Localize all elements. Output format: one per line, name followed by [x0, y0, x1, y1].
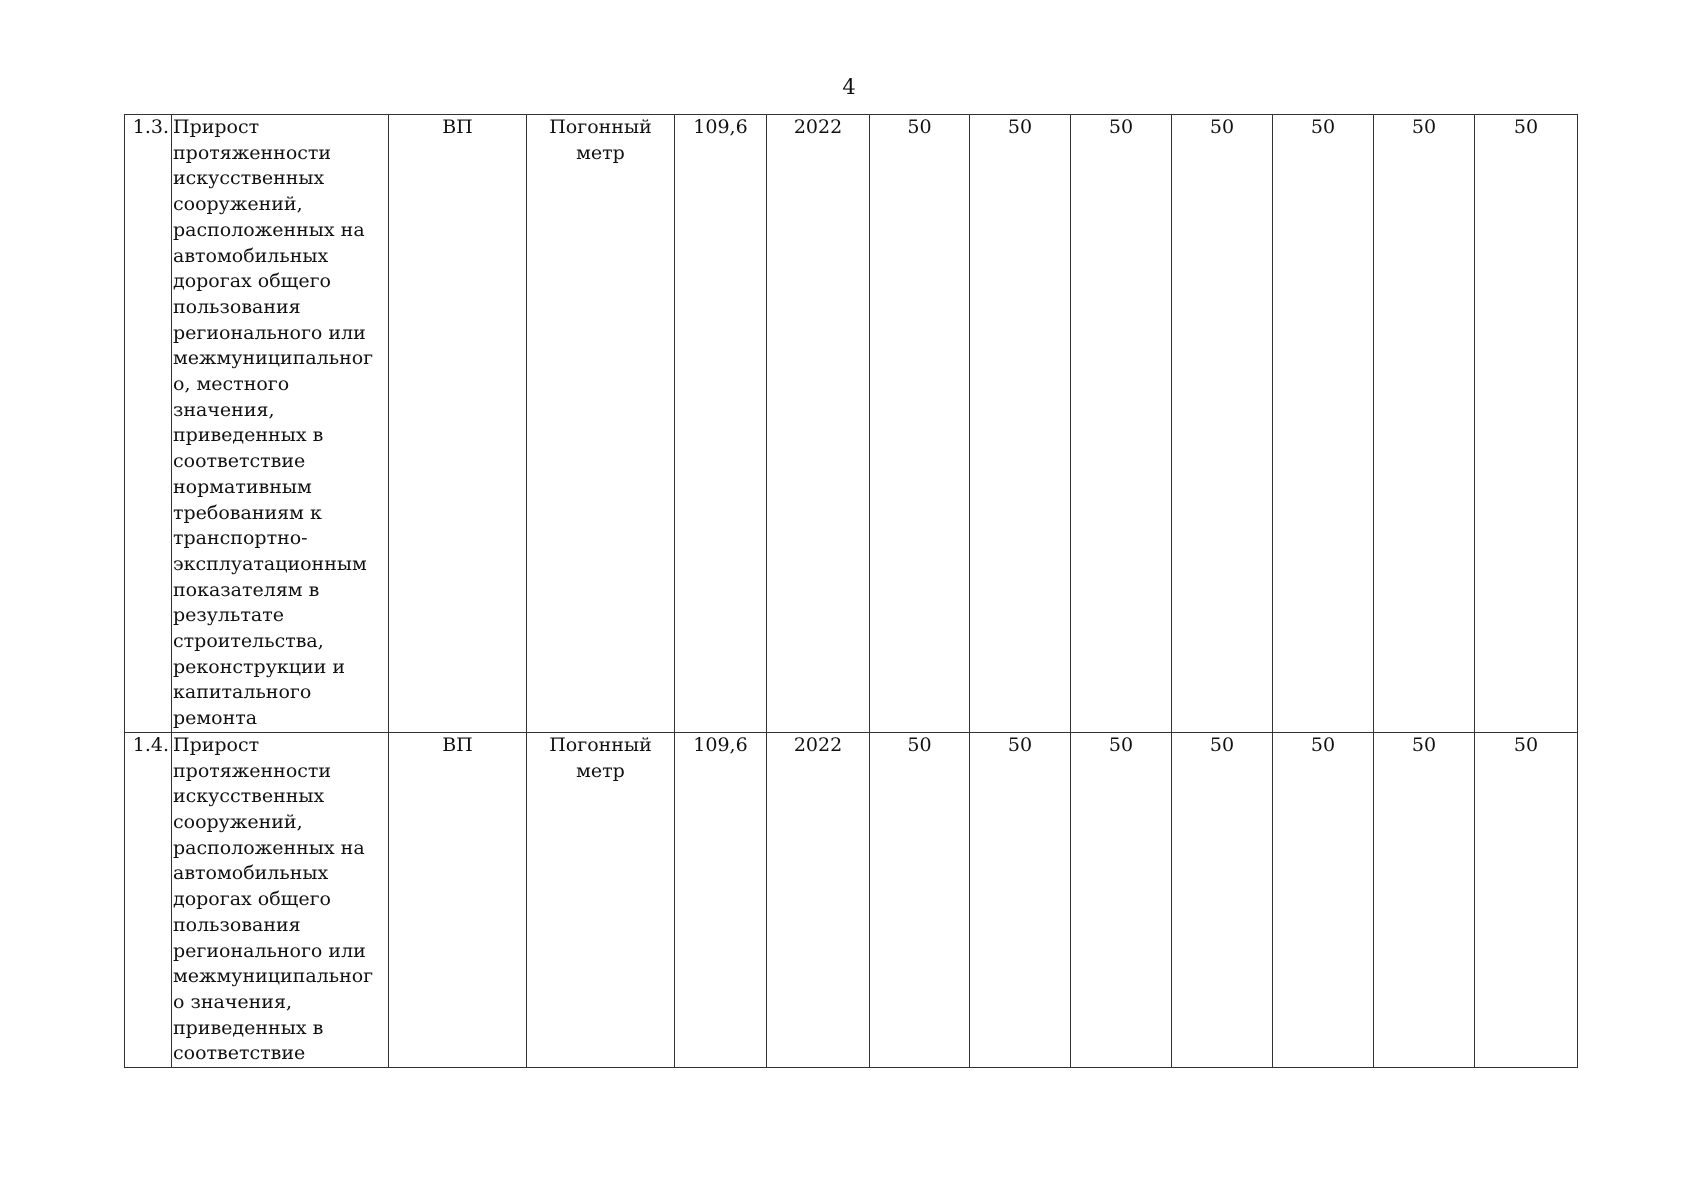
year-value: 50: [1071, 115, 1172, 733]
unit-of-measure: Погонный метр: [527, 732, 675, 1067]
year-value: 50: [970, 115, 1071, 733]
year-value: 50: [1374, 732, 1475, 1067]
year-value: 50: [1475, 732, 1578, 1067]
year-value: 50: [1273, 115, 1374, 733]
table-row: [125, 115, 1578, 733]
year-value: 50: [1172, 732, 1273, 1067]
indicator-name: [172, 115, 389, 733]
page-number: 4: [842, 75, 856, 99]
year-value: 50: [970, 732, 1071, 1067]
indicator-type: ВП: [389, 115, 527, 733]
year-value: 50: [1273, 732, 1374, 1067]
base-value: 109,6: [675, 115, 767, 733]
indicator-name-text: Прирост протяженности искусственных сооружений, расположенных на автомобильных дорогах общего пользования регионального или межмуниципальног о, местного значения, приведенных в соответствие нормативным требованиям к транспортно- эксплуатационным показателям в результате строительства, реконструкции и капитального ремонта: [173, 116, 374, 730]
base-year: 2022: [767, 115, 870, 733]
indicators-table: [124, 114, 1578, 1068]
indicator-name-text: Прирост протяженности искусственных сооружений, расположенных на автомобильных дорогах общего пользования регионального или межмуниципальног о значения, приведенных в соответствие: [173, 733, 374, 1065]
year-value: 50: [1475, 115, 1578, 733]
year-value: 50: [870, 115, 970, 733]
row-number: 1.3.: [125, 115, 172, 733]
row-number: 1.4.: [125, 732, 172, 1067]
base-value: 109,6: [675, 732, 767, 1067]
unit-of-measure: Погонный метр: [527, 115, 675, 733]
base-year: 2022: [767, 732, 870, 1067]
indicator-type: ВП: [389, 732, 527, 1067]
table-row: [125, 732, 1578, 1067]
year-value: 50: [1374, 115, 1475, 733]
indicator-name: [172, 732, 389, 1067]
year-value: 50: [1172, 115, 1273, 733]
year-value: 50: [870, 732, 970, 1067]
year-value: 50: [1071, 732, 1172, 1067]
